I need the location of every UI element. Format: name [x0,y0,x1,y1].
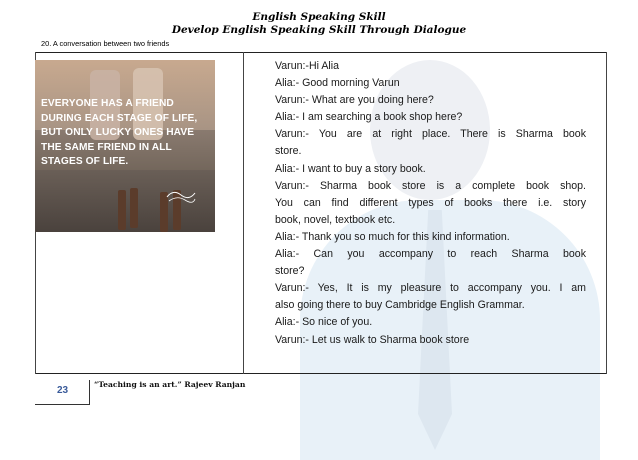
boot [130,188,138,228]
dialogue-line: Alia:- So nice of you. [275,316,373,329]
page-number: 23 [57,385,69,396]
dialogue-line: Alia:- Good morning Varun [275,77,400,90]
dialogue-line: Varun:- You are at right place. There is Sharma book [275,128,586,141]
footer-rule [35,404,90,405]
dialogue-line: store? [275,265,305,278]
dialogue-line: also going there to buy Cambridge English Grammar. [275,299,525,312]
dialogue-line: Varun:- Yes, It is my pleasure to accompany you. I am [275,282,586,295]
quote-line: THE SAME FRIEND IN ALL [41,141,172,153]
header-title: English Speaking Skill [252,11,386,23]
quote-line: DURING EACH STAGE OF LIFE, [41,112,198,124]
friends-quote-image [35,60,215,232]
dialogue-line: store. [275,145,302,158]
quote-line: BUT ONLY LUCKY ONES HAVE [41,127,195,139]
dialogue-line: Varun:-Hi Alia [275,60,339,72]
table-divider [243,52,244,374]
dialogue-line: Varun:- What are you doing here? [275,94,434,107]
footer-quote: “Teaching is an art.” Rajeev Ranjan [94,380,246,389]
image-quote [41,97,213,170]
image-logo-stamp [163,185,199,205]
header-subtitle: Develop English Speaking Skill Through Dialogue [171,24,467,36]
dialogue-text [275,58,586,349]
dialogue-line: Alia:- Can you accompany to reach Sharma book [275,248,586,261]
boot [118,190,126,230]
section-title: 20. A conversation between two friends [41,39,170,48]
dialogue-line: Alia:- I am searching a book shop here? [275,111,463,124]
dialogue-line: You can find different types of books there i.e. story [275,196,586,209]
footer-divider [89,380,90,404]
dialogue-line: Alia:- I want to buy a story book. [275,162,426,175]
dialogue-line: Alia:- Thank you so much for this kind information. [275,230,510,243]
quote-line: STAGES OF LIFE. [41,156,129,168]
quote-line: EVERYONE HAS A FRIEND [41,98,174,109]
table-border-right [606,52,607,374]
dialogue-line: Varun:- Let us walk to Sharma book store [275,333,470,346]
dialogue-line: book, novel, textbook etc. [275,213,396,226]
dialogue-line: Varun:- Sharma book store is a complete book shop. [275,179,586,192]
